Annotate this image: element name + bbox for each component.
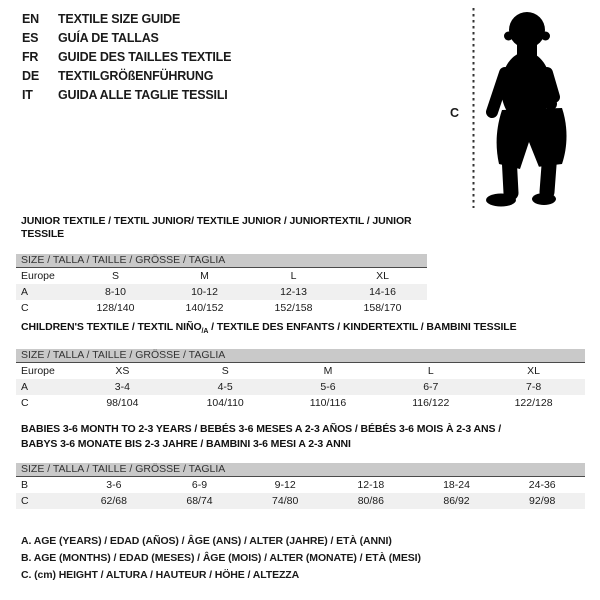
lang-code: IT [22, 88, 33, 102]
cell: 152/158 [274, 302, 313, 314]
height-measure-figure [440, 0, 600, 215]
figure-measure-label: C [450, 106, 460, 120]
cell: M [323, 365, 333, 378]
cell: 5-6 [320, 381, 336, 394]
cell: XL [527, 365, 540, 378]
title-part: / TEXTILE DES ENFANTS / KINDERTEXTIL / BAMBINI TESSILE [208, 321, 517, 333]
lang-row-de [22, 67, 231, 86]
table-row [16, 493, 585, 509]
cell: 7-8 [525, 381, 542, 394]
cell: 12-18 [357, 479, 385, 491]
row-label: A [21, 286, 29, 298]
lang-title: GUÍA DE TALLAS [58, 31, 159, 45]
cell: 92/98 [529, 495, 556, 507]
cell: 140/152 [185, 302, 224, 314]
title-part: CHILDREN'S TEXTILE / TEXTIL NIÑO [21, 321, 202, 333]
lang-code: ES [22, 31, 39, 45]
lang-row-it [22, 86, 231, 105]
lang-title: TEXTILE SIZE GUIDE [58, 12, 181, 26]
cell: 122/128 [514, 397, 553, 410]
row-label: A [21, 381, 29, 394]
cell: 110/116 [309, 397, 347, 410]
size-header-bar: SIZE / TALLA / TAILLE / GRÖSSE / TAGLIA [16, 463, 585, 477]
cell: 104/110 [206, 397, 244, 410]
cell: 4-5 [217, 381, 233, 394]
children-table-title [16, 321, 585, 338]
cell: 14-16 [369, 286, 396, 298]
footnote-a: A. AGE (YEARS) / EDAD (AÑOS) / ÂGE (ANS) / ALTER (JAHRE) / ETÀ (ANNI) [21, 535, 392, 547]
cell: 9-12 [274, 479, 296, 491]
baby-silhouette [486, 12, 567, 207]
cell: 10-12 [191, 286, 218, 298]
lang-title: TEXTILGRÖßENFÜHRUNG [58, 69, 214, 83]
footnote-c: C. (cm) HEIGHT / ALTURA / HAUTEUR / HÖHE / ALTEZZA [21, 569, 300, 581]
babies-table-title-line1: BABIES 3-6 MONTH TO 2-3 YEARS / BEBÉS 3-6 MESES A 2-3 AÑOS / BÉBÉS 3-6 MOIS À 2-3 ANS / [21, 423, 502, 435]
children-textile-table [16, 321, 585, 411]
baby-silhouette-icon [440, 0, 600, 215]
table-row [16, 268, 427, 284]
cell: 80/86 [357, 495, 384, 507]
row-label: Europe [21, 270, 55, 282]
row-label: C [21, 495, 29, 507]
cell: L [290, 270, 297, 282]
footnotes [16, 533, 421, 584]
row-label: Europe [21, 365, 55, 378]
title-subscript: /A [201, 328, 209, 336]
cell: 18-24 [443, 479, 470, 491]
lang-row-en [22, 10, 231, 29]
cell: 74/80 [272, 495, 299, 507]
lang-code: EN [22, 12, 39, 26]
cell: 12-13 [280, 286, 307, 298]
cell: 68/74 [186, 495, 213, 507]
cell: 116/122 [412, 397, 450, 410]
cell: S [111, 270, 119, 282]
row-label: B [21, 479, 29, 491]
size-header-bar: SIZE / TALLA / TAILLE / GRÖSSE / TAGLIA [16, 254, 427, 268]
row-label: C [21, 302, 29, 314]
lang-row-fr [22, 48, 231, 67]
cell: 158/170 [363, 302, 402, 314]
lang-code: FR [22, 50, 39, 64]
lang-row-es [22, 29, 231, 48]
cell: M [200, 270, 209, 282]
footnote-b: B. AGE (MONTHS) / EDAD (MESES) / ÂGE (MOIS) / ALTER (MONATE) / ETÀ (MESI) [21, 552, 421, 564]
cell: 98/104 [106, 397, 139, 410]
lang-title: GUIDE DES TAILLES TEXTILE [58, 50, 232, 64]
table-row [16, 300, 427, 316]
size-header-bar: SIZE / TALLA / TAILLE / GRÖSSE / TAGLIA [16, 349, 585, 363]
table-row [16, 379, 585, 395]
babies-textile-table [16, 422, 585, 509]
junior-textile-table [16, 215, 427, 316]
cell: XL [376, 270, 389, 282]
cell: 24-36 [528, 479, 556, 491]
table-row [16, 395, 585, 411]
babies-table-title-line2: BABYS 3-6 MONATE BIS 2-3 JAHRE / BAMBINI 3-6 MESI A 2-3 ANNI [21, 438, 351, 450]
cell: 3-6 [106, 479, 122, 491]
cell: XS [115, 365, 130, 378]
lang-title: GUIDA ALLE TAGLIE TESSILI [58, 88, 228, 102]
row-label: C [21, 397, 29, 410]
language-list [22, 10, 231, 105]
cell: 3-4 [114, 381, 130, 394]
table-row [16, 284, 427, 300]
junior-table-title: JUNIOR TEXTILE / TEXTIL JUNIOR/ TEXTILE JUNIOR / JUNIORTEXTIL / JUNIOR TESSILE [21, 215, 412, 240]
cell: 8-10 [104, 286, 126, 298]
lang-code: DE [22, 69, 39, 83]
cell: S [221, 365, 229, 378]
cell: 86/92 [443, 495, 470, 507]
cell: 62/68 [100, 495, 127, 507]
cell: 6-9 [191, 479, 208, 491]
cell: L [427, 365, 434, 378]
table-row [16, 477, 585, 493]
table-row [16, 363, 585, 379]
cell: 6-7 [423, 381, 439, 394]
cell: 128/140 [96, 302, 135, 314]
